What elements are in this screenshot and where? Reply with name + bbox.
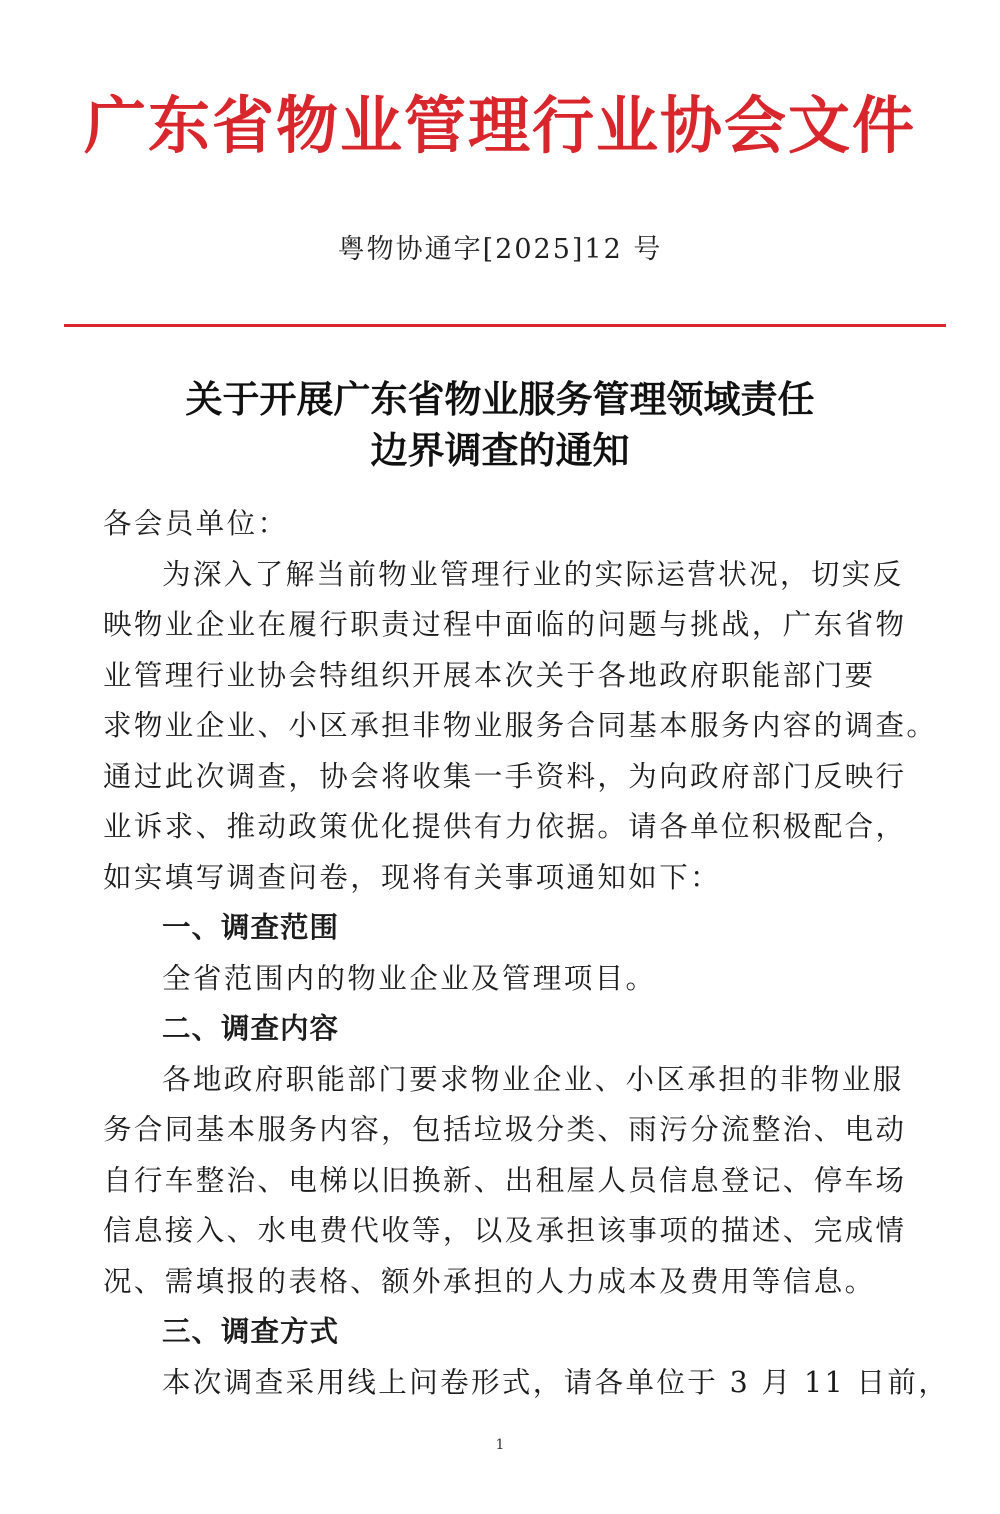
- section-2-line: 各地政府职能部门要求物业企业、小区承担的非物业服: [162, 1062, 904, 1096]
- intro-line: 业诉求、推动政策优化提供有力依据。请各单位积极配合，: [103, 810, 907, 843]
- section-2-line: 务合同基本服务内容，包括垃圾分类、雨污分流整治、电动: [103, 1113, 907, 1146]
- section-2-line: 信息接入、水电费代收等，以及承担该事项的描述、完成情: [103, 1214, 907, 1247]
- intro-line: 求物业企业、小区承担非物业服务合同基本服务内容的调查。: [103, 709, 938, 742]
- intro-line: 为深入了解当前物业管理行业的实际运营状况，切实反: [162, 557, 904, 591]
- section-1-text: 全省范围内的物业企业及管理项目。: [162, 961, 657, 995]
- page-number: 1: [495, 1437, 505, 1453]
- section-3-heading: 三、调查方式: [162, 1315, 340, 1348]
- section-2-line: 况、需填报的表格、额外承担的人力成本及费用等信息。: [103, 1264, 876, 1298]
- section-3-text: 本次调查采用线上问卷形式，请各单位于 3 月 11 日前，: [162, 1365, 950, 1399]
- section-2-line: 自行车整治、电梯以旧换新、出租屋人员信息登记、停车场: [103, 1163, 907, 1197]
- intro-line: 通过此次调查，协会将收集一手资料，为向政府部门反映行: [103, 759, 907, 793]
- notice-title: [0, 374, 1000, 476]
- intro-line: 业管理行业协会特组织开展本次关于各地政府职能部门要: [103, 658, 876, 692]
- document-number: 粤物协通字[2025]12 号: [337, 234, 663, 265]
- notice-title-line-1: 关于开展广东省物业服务管理领域责任: [185, 378, 815, 421]
- section-1-heading: 一、调查范围: [162, 911, 340, 944]
- section-2-heading: 二、调查内容: [162, 1012, 340, 1045]
- issuer-header-title: 广东省物业管理行业协会文件: [83, 89, 916, 162]
- intro-line: 如实填写调查问卷，现将有关事项通知如下：: [103, 860, 722, 894]
- intro-line: 映物业企业在履行职责过程中面临的问题与挑战，广东省物: [103, 608, 907, 641]
- notice-title-line-2: 边界调查的通知: [370, 429, 630, 472]
- document-body: [103, 499, 950, 1408]
- salutation: 各会员单位：: [103, 507, 289, 540]
- red-divider-line: [64, 324, 946, 327]
